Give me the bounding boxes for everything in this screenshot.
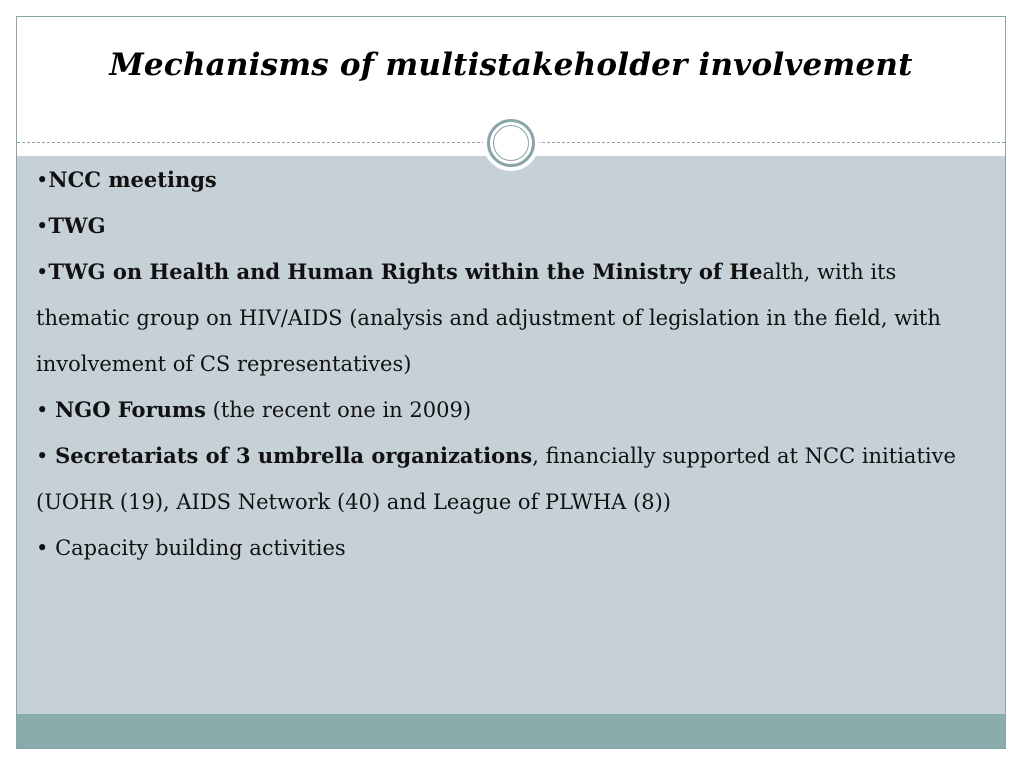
- footer-bar: [17, 714, 1005, 748]
- bullet-marker: •: [36, 168, 49, 192]
- bullet-item-capacity-building: [36, 525, 991, 571]
- bullet-text: alth, with its thematic group on HIV/AIDS (analysis and adjustment of legislation in the field, with involvement of CS representatives): [36, 260, 941, 376]
- bullet-marker: •: [36, 536, 56, 560]
- bullet-marker: •: [36, 398, 56, 422]
- bullet-bold-text: TWG: [48, 213, 106, 238]
- bullet-text: , financially supported at NCC initiative (UOHR (19), AIDS Network (40) and League of PLWHA (8)): [36, 444, 956, 514]
- bullet-item-ncc-meetings: [36, 157, 991, 203]
- bullet-item-secretariats: [36, 433, 991, 525]
- bullet-bold-text: NGO Forums: [55, 397, 206, 422]
- bullet-bold-text: NCC meetings: [48, 167, 217, 192]
- bullet-item-twg: [36, 203, 991, 249]
- bullet-text: (the recent one in 2009): [205, 398, 472, 422]
- bullet-item-ngo-forums: [36, 387, 991, 433]
- bullet-list: [36, 157, 991, 571]
- bullet-item-twg-health-human-rights: [36, 249, 991, 387]
- slide-title: Mechanisms of multistakeholder involvement: [109, 47, 913, 83]
- bullet-bold-text: Secretariats of 3 umbrella organizations: [55, 443, 533, 468]
- bullet-bold-text: TWG on Health and Human Rights within the Ministry of He: [48, 259, 763, 284]
- bullet-marker: •: [36, 214, 49, 238]
- bullet-marker: •: [36, 444, 56, 468]
- bullet-text: Capacity building activities: [55, 536, 346, 560]
- bullet-marker: •: [36, 260, 49, 284]
- slide: [16, 16, 1006, 749]
